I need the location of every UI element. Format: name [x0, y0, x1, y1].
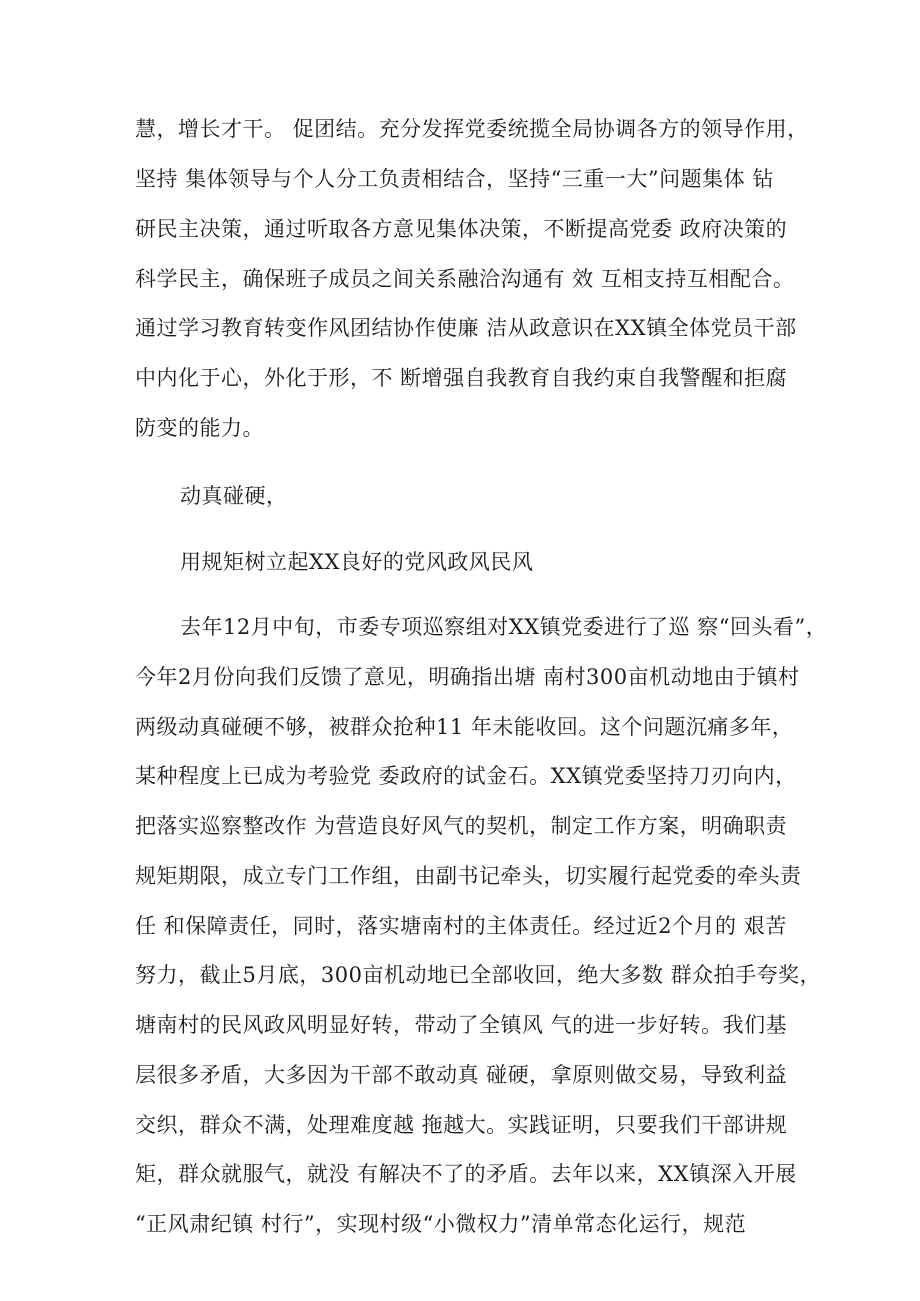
section-heading-line: 用规矩树立起XX良好的党风政风民风 — [180, 550, 534, 574]
text-line: “正风肃纪镇 村行”，实现村级“小微权力”清单常态化运行，规范 — [135, 1212, 747, 1236]
text-line: 任 和保障责任，同时，落实塘南村的主体责任。经过近2个月的 艰苦 — [135, 914, 787, 938]
text-line: 防变的能力。 — [135, 416, 264, 440]
text-line: 矩，群众就服气，就没 有解决不了的矛盾。去年以来，XX镇深入开展 — [135, 1162, 797, 1186]
text-line: 塘南村的民风政风明显好转，带动了全镇风 气的进一步好转。我们基 — [135, 1013, 788, 1037]
text-line: 今年2月份向我们反馈了意见，明确指出塘 南村300亩机动地由于镇村 — [135, 665, 800, 689]
text-line: 研民主决策，通过听取各方意见集体决策，不断提高党委 政府决策的 — [135, 217, 788, 241]
text-line: 把落实巡察整改作 为营造良好风气的契机，制定工作方案，明确职责 — [135, 814, 788, 838]
text-line: 慧，增长才干。 促团结。充分发挥党委统揽全局协调各方的领导作用， — [135, 117, 809, 141]
text-line: 某种程度上已成为考验党 委政府的试金石。XX镇党委坚持刀刃向内， — [135, 764, 797, 788]
paragraph-first-line: 去年12月中旬，市委专项巡察组对XX镇党委进行了巡 察“回头看”， — [180, 615, 828, 639]
text-line: 中内化于心，外化于形，不 断增强自我教育自我约束自我警醒和拒腐 — [135, 366, 788, 390]
text-line: 坚持 集体领导与个人分工负责相结合，坚持“三重一大”问题集体 钻 — [135, 167, 774, 191]
text-line: 两级动真碰硬不够，被群众抢种11 年未能收回。这个问题沉痛多年， — [135, 715, 794, 739]
text-line: 交织，群众不满，处理难度越 拖越大。实践证明，只要我们干部讲规 — [135, 1113, 788, 1137]
text-line: 层很多矛盾，大多因为干部不敢动真 碰硬，拿原则做交易，导致利益 — [135, 1063, 788, 1087]
text-line: 努力，截止5月底，300亩机动地已全部收回，绝大多数 群众拍手夸奖， — [135, 963, 822, 987]
text-line: 规矩期限，成立专门工作组，由副书记牵头，切实履行起党委的牵头责 — [135, 864, 802, 888]
section-heading-line: 动真碰硬， — [180, 484, 288, 508]
text-line: 科学民主，确保班子成员之间关系融洽沟通有 效 互相支持互相配合。 — [135, 267, 795, 291]
text-line: 通过学习教育转变作风团结协作使廉 洁从政意识在XX镇全体党员干部 — [135, 316, 797, 340]
